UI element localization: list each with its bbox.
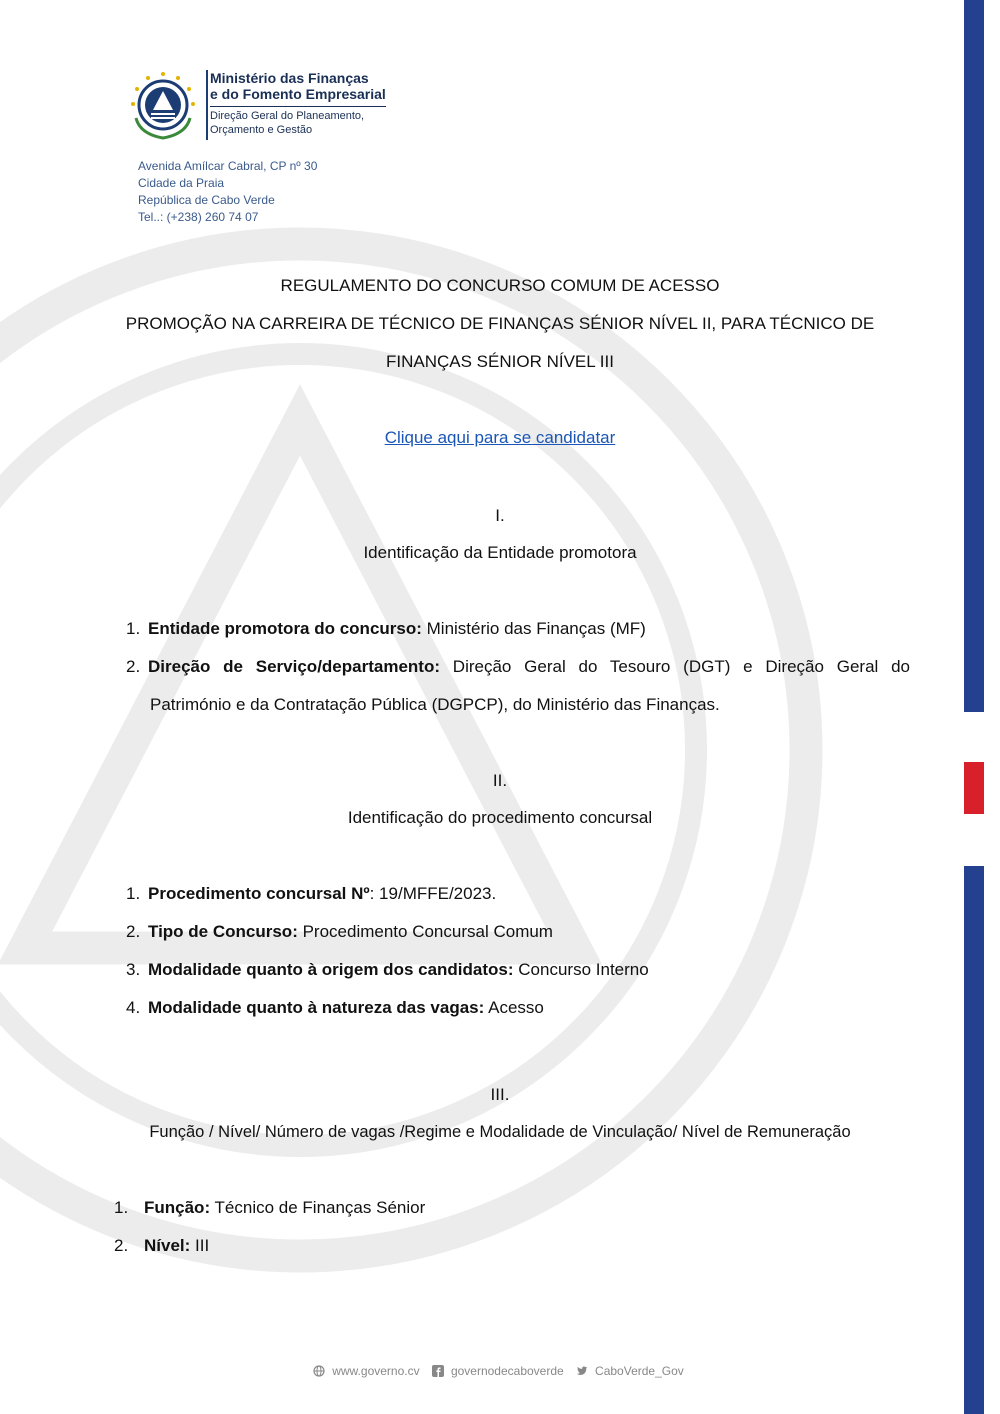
address-line: Avenida Amílcar Cabral, CP nº 30 [138,159,318,173]
address-line: República de Cabo Verde [138,193,275,207]
item-label: Nível: [144,1236,191,1255]
item-label: Modalidade quanto à natureza das vagas: [148,998,485,1017]
item-label: Entidade promotora do concurso: [148,619,422,638]
item-value: Concurso Interno [518,960,649,979]
list-item: 2. Nível: III [114,1236,210,1255]
address-line: Cidade da Praia [138,176,225,190]
ministry-name: Ministério das Finanças e do Fomento Empresarial [210,70,386,102]
item-label: Tipo de Concurso: [148,922,298,941]
item-label: Modalidade quanto à origem dos candidatos: [148,960,514,979]
section-1-numeral: I. [495,506,505,525]
item-value: Ministério das Finanças (MF) [426,619,646,638]
item-value: : 19/MFFE/2023. [369,884,497,903]
item-value: Procedimento Concursal Comum [302,922,553,941]
item-label: Procedimento concursal Nº [148,884,370,903]
list-item: 1. Função: Técnico de Finanças Sénior [114,1198,426,1217]
address-line: Tel..: (+238) 260 74 07 [138,210,259,224]
item-value: Direção Geral do Tesouro (DGT) e Direção Geral do [452,657,910,676]
footer-website[interactable]: www.governo.cv [313,1364,426,1378]
document-title-line1: REGULAMENTO DO CONCURSO COMUM DE ACESSO [280,276,720,295]
section-1-heading: Identificação da Entidade promotora [363,543,637,562]
item-label: Direção de Serviço/departamento: [148,657,440,676]
address-block [138,158,317,226]
item-value: Técnico de Finanças Sénior [214,1198,426,1217]
globe-icon [313,1365,325,1377]
section-3-heading: Função / Nível/ Número de vagas /Regime e Modalidade de Vinculação/ Nível de Remuneração [149,1123,851,1141]
document-title-line2: PROMOÇÃO NA CARREIRA DE TÉCNICO DE FINANÇAS SÉNIOR NÍVEL II, PARA TÉCNICO DE [125,314,875,333]
apply-link[interactable]: Clique aqui para se candidatar [384,428,616,447]
section-3-numeral: III. [490,1085,510,1104]
list-item: 3. Modalidade quanto à origem dos candidatos: Concurso Interno [126,960,649,979]
direction-name: Direção Geral do Planeamento, Orçamento e Gestão [210,110,365,136]
coat-of-arms-seal [126,68,200,142]
ministry-logo [126,66,396,146]
section-2-numeral: II. [492,771,508,790]
section-2-heading: Identificação do procedimento concursal [347,808,653,827]
document-title-line3: FINANÇAS SÉNIOR NÍVEL III [386,352,614,371]
footer-twitter[interactable]: CaboVerde_Gov [576,1364,687,1378]
list-item: 2. Tipo de Concurso: Procedimento Concursal Comum [126,922,553,941]
ministry-underline [210,106,386,107]
list-item-continuation: Património e da Contratação Pública (DGPCP), do Ministério das Finanças. [150,695,720,714]
list-item: 2. Direção de Serviço/departamento: Direção Geral do Tesouro (DGT) e Direção Geral do [126,657,910,676]
item-value: III [195,1236,210,1255]
list-item: 1. Procedimento concursal Nº: 19/MFFE/2023. [126,884,497,903]
footer [0,1364,1000,1378]
item-label: Função: [144,1198,211,1217]
facebook-icon [432,1365,444,1377]
list-item: 1. Entidade promotora do concurso: Ministério das Finanças (MF) [126,619,646,638]
twitter-icon [576,1365,588,1377]
footer-facebook[interactable]: governodecaboverde [432,1364,570,1378]
item-value: Acesso [488,998,544,1017]
list-item: 4. Modalidade quanto à natureza das vagas: Acesso [126,998,544,1017]
logo-divider [206,70,208,140]
